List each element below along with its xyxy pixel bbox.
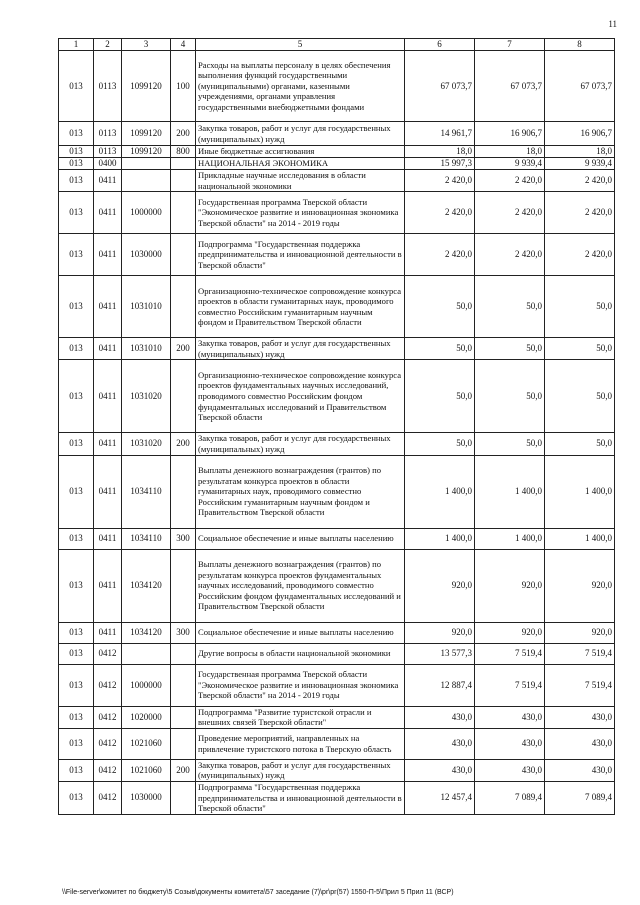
amount-year-1: 13 577,3: [405, 643, 475, 664]
amount-year-2: 50,0: [475, 360, 545, 433]
table-row: [59, 338, 615, 360]
amount-year-3: 1 400,0: [545, 528, 615, 549]
expense-type-code: [171, 360, 196, 433]
ministry-code: 013: [59, 170, 94, 192]
target-article-code: 1099120: [122, 122, 171, 146]
amount-year-2: 16 906,7: [475, 122, 545, 146]
amount-year-3: 16 906,7: [545, 122, 615, 146]
row-description: Закупка товаров, работ и услуг для государственных (муниципальных) нужд: [196, 433, 405, 455]
ministry-code: 013: [59, 664, 94, 706]
target-article-code: 1031020: [122, 433, 171, 455]
row-description: Закупка товаров, работ и услуг для государственных (муниципальных) нужд: [196, 122, 405, 146]
ministry-code: 013: [59, 192, 94, 234]
amount-year-3: 18,0: [545, 146, 615, 158]
target-article-code: 1034120: [122, 549, 171, 622]
amount-year-1: 430,0: [405, 706, 475, 728]
section-code: 0411: [94, 549, 122, 622]
section-code: 0411: [94, 360, 122, 433]
amount-year-2: 50,0: [475, 338, 545, 360]
amount-year-2: 1 400,0: [475, 528, 545, 549]
amount-year-3: 50,0: [545, 338, 615, 360]
section-code: 0411: [94, 192, 122, 234]
target-article-code: 1034110: [122, 455, 171, 528]
row-description: Подпрограмма "Государственная поддержка предпринимательства и инновационной деятельности в Тверской области": [196, 234, 405, 276]
row-description: Проведение мероприятий, направленных на привлечение туристского потока в Тверскую область: [196, 728, 405, 759]
amount-year-2: 2 420,0: [475, 234, 545, 276]
target-article-code: 1031010: [122, 276, 171, 338]
amount-year-2: 2 420,0: [475, 192, 545, 234]
amount-year-1: 920,0: [405, 622, 475, 643]
section-code: 0411: [94, 338, 122, 360]
expense-type-code: [171, 643, 196, 664]
amount-year-1: 2 420,0: [405, 170, 475, 192]
table-row: [59, 170, 615, 192]
target-article-code: 1021060: [122, 728, 171, 759]
row-description: НАЦИОНАЛЬНАЯ ЭКОНОМИКА: [196, 158, 405, 170]
section-code: 0412: [94, 728, 122, 759]
column-header: 8: [545, 39, 615, 51]
column-header: 5: [196, 39, 405, 51]
target-article-code: [122, 170, 171, 192]
ministry-code: 013: [59, 433, 94, 455]
expense-type-code: [171, 549, 196, 622]
amount-year-3: 920,0: [545, 549, 615, 622]
amount-year-3: 67 073,7: [545, 51, 615, 122]
ministry-code: 013: [59, 122, 94, 146]
expense-type-code: [171, 781, 196, 814]
section-code: 0113: [94, 51, 122, 122]
amount-year-3: 7 519,4: [545, 664, 615, 706]
amount-year-1: 2 420,0: [405, 234, 475, 276]
row-description: Выплаты денежного вознаграждения (грантов) по результатам конкурса проектов в области гуманитарных наук, проводимого совместно Российским гуманитарным научным фондом и Правительством Тверской области: [196, 455, 405, 528]
section-code: 0113: [94, 122, 122, 146]
amount-year-1: 50,0: [405, 433, 475, 455]
row-description: Социальное обеспечение и иные выплаты населению: [196, 622, 405, 643]
expense-type-code: [171, 664, 196, 706]
table-row: [59, 643, 615, 664]
table-row: [59, 276, 615, 338]
column-number-row: [59, 39, 615, 51]
table-row: [59, 664, 615, 706]
amount-year-1: 1 400,0: [405, 455, 475, 528]
row-description: Государственная программа Тверской области "Экономическое развитие и инновационная экономика Тверской области" на 2014 - 2019 годы: [196, 664, 405, 706]
section-code: 0411: [94, 170, 122, 192]
section-code: 0411: [94, 234, 122, 276]
table-row: [59, 706, 615, 728]
ministry-code: 013: [59, 276, 94, 338]
ministry-code: 013: [59, 549, 94, 622]
target-article-code: 1030000: [122, 781, 171, 814]
target-article-code: 1000000: [122, 664, 171, 706]
amount-year-2: 920,0: [475, 622, 545, 643]
amount-year-2: 7 089,4: [475, 781, 545, 814]
section-code: 0113: [94, 146, 122, 158]
amount-year-2: 430,0: [475, 728, 545, 759]
amount-year-2: 7 519,4: [475, 643, 545, 664]
target-article-code: 1099120: [122, 146, 171, 158]
amount-year-1: 1 400,0: [405, 528, 475, 549]
row-description: Другие вопросы в области национальной экономики: [196, 643, 405, 664]
table-row: [59, 51, 615, 122]
expense-type-code: 100: [171, 51, 196, 122]
target-article-code: 1034120: [122, 622, 171, 643]
ministry-code: 013: [59, 234, 94, 276]
column-header: 1: [59, 39, 94, 51]
expense-type-code: 200: [171, 759, 196, 781]
amount-year-3: 9 939,4: [545, 158, 615, 170]
target-article-code: [122, 158, 171, 170]
row-description: Расходы на выплаты персоналу в целях обеспечения выполнения функций государственными (муниципальными) органами, казенными учреждениями, органами управления государственными внебюджетными фондами: [196, 51, 405, 122]
expense-type-code: 800: [171, 146, 196, 158]
expense-type-code: [171, 158, 196, 170]
section-code: 0411: [94, 455, 122, 528]
expense-type-code: 200: [171, 122, 196, 146]
page-number: 11: [608, 19, 617, 29]
ministry-code: 013: [59, 781, 94, 814]
column-header: 3: [122, 39, 171, 51]
section-code: 0411: [94, 622, 122, 643]
amount-year-3: 7 089,4: [545, 781, 615, 814]
amount-year-2: 50,0: [475, 276, 545, 338]
row-description: Подпрограмма "Государственная поддержка предпринимательства и инновационной деятельности в Тверской области": [196, 781, 405, 814]
column-header: 6: [405, 39, 475, 51]
table-row: [59, 455, 615, 528]
amount-year-1: 430,0: [405, 728, 475, 759]
target-article-code: 1099120: [122, 51, 171, 122]
file-path-footer: \\File-server\комитет по бюджету\5 Созыв\документы комитета\57 заседание (7)\pr\pr(57) 1550-П-5\Прил 5 Прил 11 (ВСР): [62, 889, 454, 896]
row-description: Социальное обеспечение и иные выплаты населению: [196, 528, 405, 549]
ministry-code: 013: [59, 759, 94, 781]
amount-year-2: 50,0: [475, 433, 545, 455]
target-article-code: 1031020: [122, 360, 171, 433]
row-description: Выплаты денежного вознаграждения (грантов) по результатам конкурса проектов фундаментальных научных исследований, проводимого совместно Российским фондом фундаментальных исследований и Правительством Тверской области: [196, 549, 405, 622]
expense-type-code: [171, 234, 196, 276]
amount-year-1: 50,0: [405, 338, 475, 360]
section-code: 0412: [94, 643, 122, 664]
amount-year-3: 50,0: [545, 433, 615, 455]
row-description: Прикладные научные исследования в области национальной экономики: [196, 170, 405, 192]
target-article-code: 1034110: [122, 528, 171, 549]
table-row: [59, 759, 615, 781]
section-code: 0411: [94, 433, 122, 455]
amount-year-1: 920,0: [405, 549, 475, 622]
expense-type-code: [171, 728, 196, 759]
amount-year-2: 9 939,4: [475, 158, 545, 170]
expense-type-code: 300: [171, 622, 196, 643]
ministry-code: 013: [59, 360, 94, 433]
expense-type-code: [171, 706, 196, 728]
table-row: [59, 728, 615, 759]
amount-year-3: 430,0: [545, 759, 615, 781]
table-row: [59, 234, 615, 276]
table-row: [59, 146, 615, 158]
table-row: [59, 433, 615, 455]
ministry-code: 013: [59, 51, 94, 122]
expense-type-code: 300: [171, 528, 196, 549]
amount-year-2: 18,0: [475, 146, 545, 158]
column-header: 7: [475, 39, 545, 51]
table-row: [59, 622, 615, 643]
column-header: 2: [94, 39, 122, 51]
table-row: [59, 781, 615, 814]
budget-table: [58, 38, 615, 815]
target-article-code: 1000000: [122, 192, 171, 234]
amount-year-1: 12 457,4: [405, 781, 475, 814]
row-description: Организационно-техническое сопровождение конкурса проектов в области гуманитарных наук, проводимого совместно Российским гуманитарным научным фондом и Правительством Тверской области: [196, 276, 405, 338]
amount-year-1: 50,0: [405, 276, 475, 338]
section-code: 0411: [94, 276, 122, 338]
ministry-code: 013: [59, 706, 94, 728]
section-code: 0412: [94, 781, 122, 814]
amount-year-3: 2 420,0: [545, 234, 615, 276]
ministry-code: 013: [59, 338, 94, 360]
row-description: Организационно-техническое сопровождение конкурса проектов фундаментальных научных исследований, проводимого совместно Российским фондом фундаментальных исследований и Правительством Тверской области: [196, 360, 405, 433]
amount-year-1: 2 420,0: [405, 192, 475, 234]
amount-year-3: 2 420,0: [545, 192, 615, 234]
amount-year-2: 430,0: [475, 706, 545, 728]
amount-year-1: 430,0: [405, 759, 475, 781]
row-description: Государственная программа Тверской области "Экономическое развитие и инновационная экономика Тверской области" на 2014 - 2019 годы: [196, 192, 405, 234]
amount-year-2: 7 519,4: [475, 664, 545, 706]
row-description: Подпрограмма "Развитие туристской отрасли и внешних связей Тверской области": [196, 706, 405, 728]
amount-year-3: 50,0: [545, 360, 615, 433]
table-row: [59, 528, 615, 549]
target-article-code: [122, 643, 171, 664]
target-article-code: 1031010: [122, 338, 171, 360]
amount-year-1: 50,0: [405, 360, 475, 433]
section-code: 0412: [94, 664, 122, 706]
table-row: [59, 192, 615, 234]
section-code: 0400: [94, 158, 122, 170]
amount-year-2: 2 420,0: [475, 170, 545, 192]
amount-year-3: 430,0: [545, 728, 615, 759]
table-row: [59, 360, 615, 433]
amount-year-1: 15 997,3: [405, 158, 475, 170]
amount-year-2: 1 400,0: [475, 455, 545, 528]
row-description: Закупка товаров, работ и услуг для государственных (муниципальных) нужд: [196, 759, 405, 781]
expense-type-code: 200: [171, 433, 196, 455]
section-code: 0412: [94, 706, 122, 728]
row-description: Иные бюджетные ассигнования: [196, 146, 405, 158]
ministry-code: 013: [59, 455, 94, 528]
table-row: [59, 122, 615, 146]
amount-year-3: 430,0: [545, 706, 615, 728]
expense-type-code: [171, 170, 196, 192]
target-article-code: 1020000: [122, 706, 171, 728]
ministry-code: 013: [59, 728, 94, 759]
section-code: 0411: [94, 528, 122, 549]
amount-year-3: 2 420,0: [545, 170, 615, 192]
amount-year-3: 7 519,4: [545, 643, 615, 664]
table-row: [59, 549, 615, 622]
row-description: Закупка товаров, работ и услуг для государственных (муниципальных) нужд: [196, 338, 405, 360]
target-article-code: 1030000: [122, 234, 171, 276]
amount-year-1: 14 961,7: [405, 122, 475, 146]
amount-year-3: 50,0: [545, 276, 615, 338]
ministry-code: 013: [59, 643, 94, 664]
ministry-code: 013: [59, 528, 94, 549]
column-header: 4: [171, 39, 196, 51]
amount-year-1: 12 887,4: [405, 664, 475, 706]
ministry-code: 013: [59, 146, 94, 158]
ministry-code: 013: [59, 622, 94, 643]
amount-year-3: 920,0: [545, 622, 615, 643]
target-article-code: 1021060: [122, 759, 171, 781]
section-code: 0412: [94, 759, 122, 781]
amount-year-2: 920,0: [475, 549, 545, 622]
amount-year-2: 67 073,7: [475, 51, 545, 122]
table-row: [59, 158, 615, 170]
ministry-code: 013: [59, 158, 94, 170]
amount-year-1: 67 073,7: [405, 51, 475, 122]
expense-type-code: [171, 276, 196, 338]
expense-type-code: [171, 455, 196, 528]
expense-type-code: 200: [171, 338, 196, 360]
amount-year-3: 1 400,0: [545, 455, 615, 528]
amount-year-1: 18,0: [405, 146, 475, 158]
expense-type-code: [171, 192, 196, 234]
amount-year-2: 430,0: [475, 759, 545, 781]
